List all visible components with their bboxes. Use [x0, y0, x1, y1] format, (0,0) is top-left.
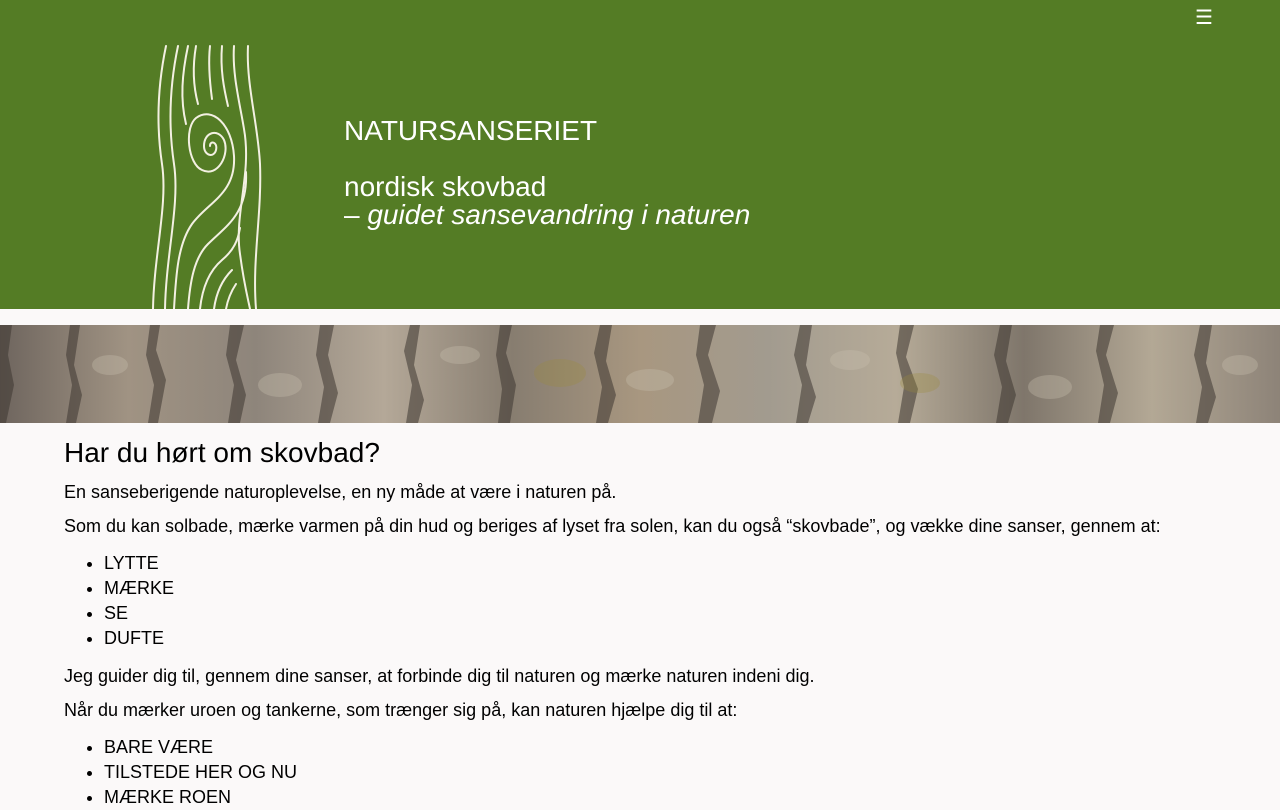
senses-list — [64, 551, 1216, 651]
list-item: • DUFTE — [104, 626, 1216, 651]
tree-bark-banner — [0, 325, 1280, 423]
list-item: • BARE VÆRE — [104, 735, 1216, 760]
site-tagline — [344, 201, 750, 229]
bark-texture-image — [0, 325, 1280, 423]
guide-paragraph: Jeg guider dig til, gennem dine sanser, at forbinde dig til naturen og mærke naturen indeni dig. — [64, 666, 815, 686]
tagline-dash: – — [344, 199, 368, 230]
site-title: NATURSANSERIET — [344, 115, 598, 146]
help-paragraph: Når du mærker uroen og tankerne, som trænger sig på, kan naturen hjælpe dig til at: — [64, 700, 738, 720]
list-item: • SE — [104, 601, 1216, 626]
list-item: • MÆRKE ROEN — [104, 785, 1216, 810]
site-header — [0, 0, 1280, 309]
benefits-list — [64, 735, 1216, 810]
hero-text — [344, 117, 750, 229]
list-item: • LYTTE — [104, 551, 1216, 576]
tagline-text: guidet sansevandring i naturen — [367, 199, 751, 230]
hamburger-menu-icon[interactable]: ☰ — [1195, 7, 1213, 29]
tree-bark-logo — [148, 44, 266, 309]
list-item: • MÆRKE — [104, 576, 1216, 601]
page-heading: Har du hørt om skovbad? — [64, 437, 380, 468]
site-subtitle: nordisk skovbad — [344, 171, 547, 202]
list-item: • TILSTEDE HER OG NU — [104, 760, 1216, 785]
intro-paragraph: En sanseberigende naturoplevelse, en ny måde at være i naturen på. — [64, 482, 617, 502]
lead-paragraph: Som du kan solbade, mærke varmen på din hud og beriges af lyset fra solen, kan du også “skovbade”, og vække dine sanser, gennem at: — [64, 516, 1161, 536]
main-content — [64, 423, 1216, 810]
